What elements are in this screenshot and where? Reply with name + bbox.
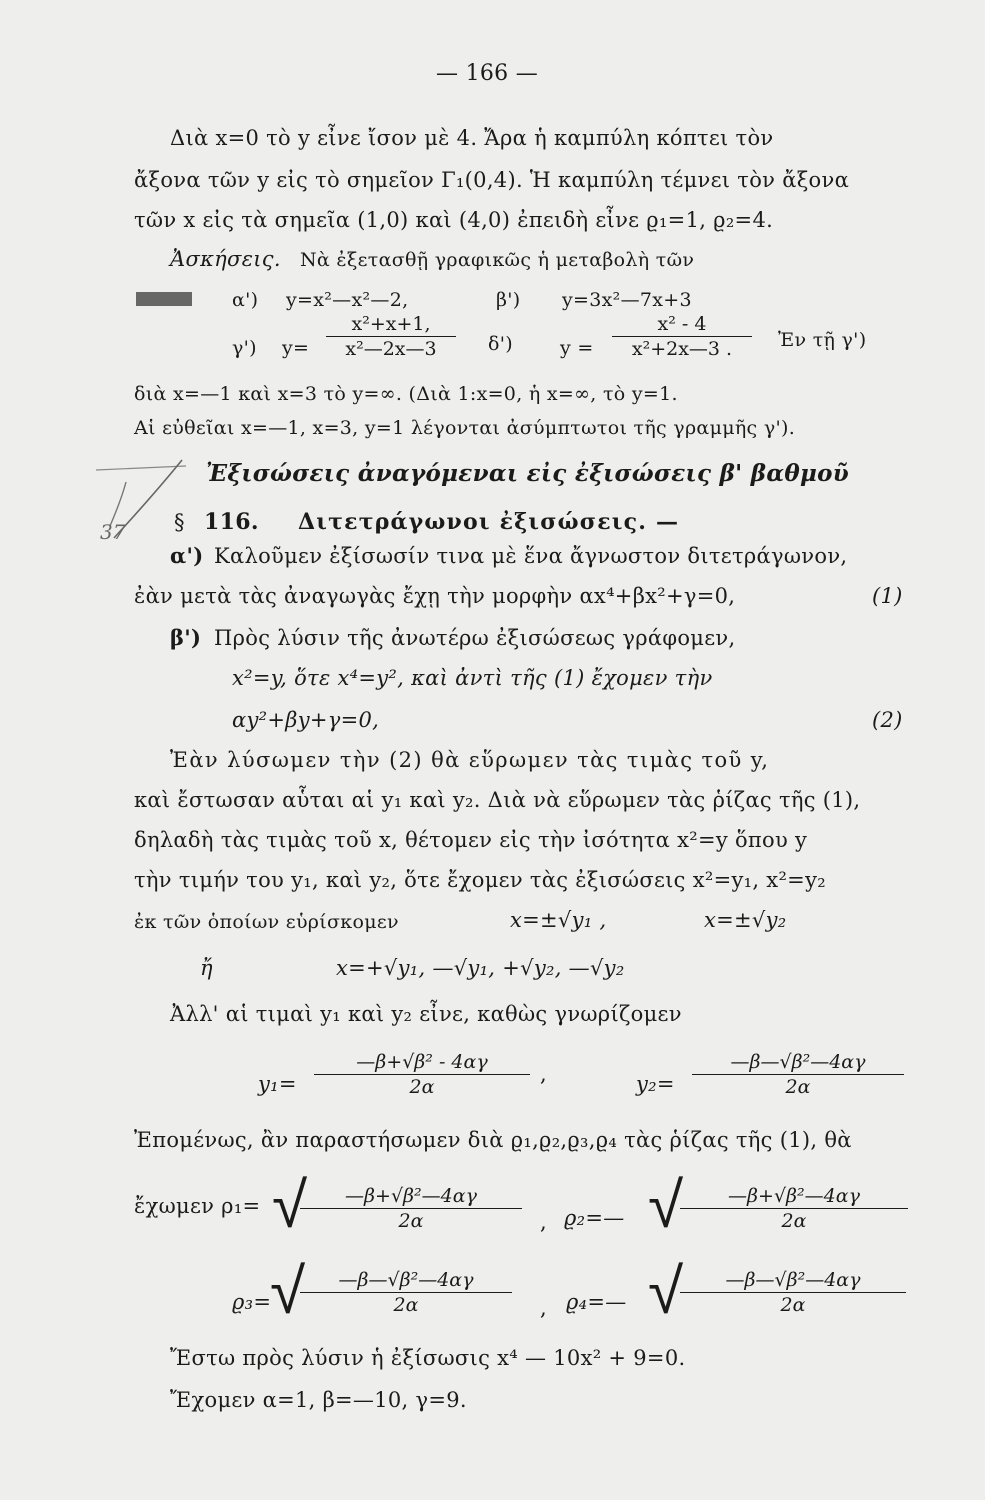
radical-sign-icon: √ <box>272 1169 308 1243</box>
r3-comma: , <box>540 1296 547 1320</box>
r3-lhs: ϱ₃= <box>232 1290 272 1314</box>
definition-a-text-2: ἐὰν μετὰ τὰς ἀναγωγὰς ἔχῃ τὴν μορφὴν αx⁴+βx²+γ=0, <box>134 584 736 608</box>
r4-denominator: 2α <box>780 1294 806 1316</box>
radical-sign-icon: √ <box>648 1255 684 1329</box>
definition-b-text: Πρὸς λύσιν τῆς ἀνωτέρω ἐξισώσεως γράφομεν, <box>214 626 736 650</box>
exercises-text: Νὰ ἐξετασθῇ γραφικῶς ἡ μεταβολὴ τῶν <box>300 249 695 271</box>
paragraph-line-3: δηλαδὴ τὰς τιμὰς τοῦ x, θέτομεν εἰς τὴν ἰσότητα x²=y ὅπου y <box>134 828 808 852</box>
r1-denominator: 2α <box>398 1210 424 1232</box>
r2-lhs: ϱ₂=— <box>564 1206 625 1230</box>
roots-x-y1: x=±√y₁ , <box>510 908 607 932</box>
or-label: ἤ <box>200 956 213 980</box>
exercise-d-fraction <box>612 312 752 361</box>
ink-smudge <box>136 292 192 306</box>
y1-denominator: 2α <box>409 1076 435 1098</box>
exercise-c-fraction <box>326 312 456 361</box>
exercise-d-numerator: x² - 4 <box>612 312 752 337</box>
y2-fraction <box>692 1050 904 1099</box>
definition-a-text: Καλοῦμεν ἐξίσωσίν τινα μὲ ἕνα ἄγνωστον διτετράγωνον, <box>214 544 848 568</box>
exercises-heading: Ἀσκήσεις. <box>170 247 281 271</box>
paragraph-line-4: τὴν τιμήν του y₁, καὶ y₂, ὅτε ἔχομεν τὰς ἐξισώσεις x²=y₁, x²=y₂ <box>134 868 826 892</box>
r2-numerator: —β+√β²—4αγ <box>680 1184 908 1209</box>
y1-lhs: y₁= <box>258 1072 297 1096</box>
definition-b-text-2: x²=y, ὅτε x⁴=y², καὶ ἀντὶ τῆς (1) ἔχομεν τὴν <box>232 666 713 690</box>
r4-fraction <box>680 1268 906 1317</box>
paragraph-line-8: Ἐπομένως, ἂν παραστήσωμεν διὰ ϱ₁,ϱ₂,ϱ₃,ϱ₄ τὰς ῥίζας τῆς (1), θὰ <box>134 1128 852 1152</box>
roots-all: x=+√y₁, —√y₁, +√y₂, —√y₂ <box>336 956 625 980</box>
paragraph-line-7: Ἀλλ' αἱ τιμαὶ y₁ καὶ y₂ εἶνε, καθὼς γνωρίζομεν <box>170 1002 682 1026</box>
exercise-d-y: y = <box>560 337 594 359</box>
exercise-b-equation: y=3x²—7x+3 <box>562 289 692 311</box>
equation-2: αy²+βy+γ=0, <box>232 708 380 732</box>
r1-lhs: ἔχωμεν ρ₁= <box>134 1194 261 1218</box>
margin-note: 37 <box>100 520 127 544</box>
section-name: Διτετράγωνοι ἐξισώσεις. — <box>298 509 680 535</box>
example-line-2: Ἔχομεν α=1, β=—10, γ=9. <box>170 1388 467 1412</box>
example-line-1: Ἔστω πρὸς λύσιν ἡ ἐξίσωσις x⁴ — 10x² + 9=0. <box>170 1346 686 1370</box>
r2-fraction <box>680 1184 908 1233</box>
r3-numerator: —β—√β²—4αγ <box>300 1268 512 1293</box>
exercise-c-label: γ') <box>232 337 257 359</box>
equation-2-label: (2) <box>872 708 903 732</box>
section-number: 116. <box>204 509 259 535</box>
r3-denominator: 2α <box>393 1294 419 1316</box>
intro-line-3: τῶν x εἰς τὰ σημεῖα (1,0) καὶ (4,0) ἐπειδὴ εἶνε ϱ₁=1, ϱ₂=4. <box>134 208 774 232</box>
r4-numerator: —β—√β²—4αγ <box>680 1268 906 1293</box>
exercise-asymptote-line: διὰ x=—1 καὶ x=3 τὸ y=∞. (Διὰ 1:x=0, ἡ x=∞, τὸ y=1. <box>134 383 678 405</box>
exercise-c-denominator: x²—2x—3 <box>345 338 437 360</box>
paragraph-line-2: καὶ ἔστωσαν αὗται αἱ y₁ καὶ y₂. Διὰ νὰ εὕρωμεν τὰς ῥίζας τῆς (1), <box>134 788 861 812</box>
definition-b-label: β') <box>170 625 202 650</box>
exercise-c-numerator: x²+x+1, <box>326 312 456 337</box>
intro-line-2: ἄξονα τῶν y εἰς τὸ σημεῖον Γ₁(0,4). Ἡ καμπύλη τέμνει τὸν ἄξονα <box>134 168 850 192</box>
y1-numerator: —β+√β² - 4αγ <box>314 1050 530 1075</box>
r3-fraction <box>300 1268 512 1317</box>
r1-comma: , <box>540 1210 547 1234</box>
y1-fraction <box>314 1050 530 1099</box>
r4-lhs: ϱ₄=— <box>566 1290 627 1314</box>
section-title: Ἐξισώσεις ἀναγόμεναι εἰς ἐξισώσεις β' βαθμοῦ <box>206 460 850 487</box>
exercise-a-label: α') <box>232 289 259 311</box>
radical-sign-icon: √ <box>648 1169 684 1243</box>
y1-comma: , <box>540 1062 547 1086</box>
section-sign: § <box>174 510 185 534</box>
r1-numerator: —β+√β²—4αγ <box>300 1184 522 1209</box>
exercise-a-equation: y=x²—x²—2, <box>286 289 409 311</box>
exercise-asymptote-definition: Αἱ εὐθεῖαι x=—1, x=3, y=1 λέγονται ἀσύμπτωτοι τῆς γραμμῆς γ'). <box>134 417 796 439</box>
paragraph-line-5: ἐκ τῶν ὁποίων εὑρίσκομεν <box>134 911 399 933</box>
intro-line-1: Διὰ x=0 τὸ y εἶνε ἴσον μὲ 4. Ἄρα ἡ καμπύλη κόπτει τὸν <box>170 126 774 150</box>
exercise-d-denominator: x²+2x—3 . <box>631 338 733 360</box>
y2-denominator: 2α <box>785 1076 811 1098</box>
exercise-note: Ἐν τῇ γ') <box>778 329 867 351</box>
exercise-b-label: β') <box>496 289 521 311</box>
y2-numerator: —β—√β²—4αγ <box>692 1050 904 1075</box>
r1-fraction <box>300 1184 522 1233</box>
paragraph-line-1: Ἐὰν λύσωμεν τὴν (2) θὰ εὕρωμεν τὰς τιμὰς τοῦ y, <box>170 748 770 772</box>
exercise-c-y: y= <box>282 337 310 359</box>
r2-denominator: 2α <box>781 1210 807 1232</box>
exercise-d-label: δ') <box>488 333 513 355</box>
page-number: — 166 — <box>436 61 539 86</box>
y2-lhs: y₂= <box>636 1072 675 1096</box>
roots-x-y2: x=±√y₂ <box>704 908 787 932</box>
definition-a-label: α') <box>170 543 204 568</box>
equation-1-label: (1) <box>872 584 903 608</box>
radical-sign-icon: √ <box>270 1255 306 1329</box>
